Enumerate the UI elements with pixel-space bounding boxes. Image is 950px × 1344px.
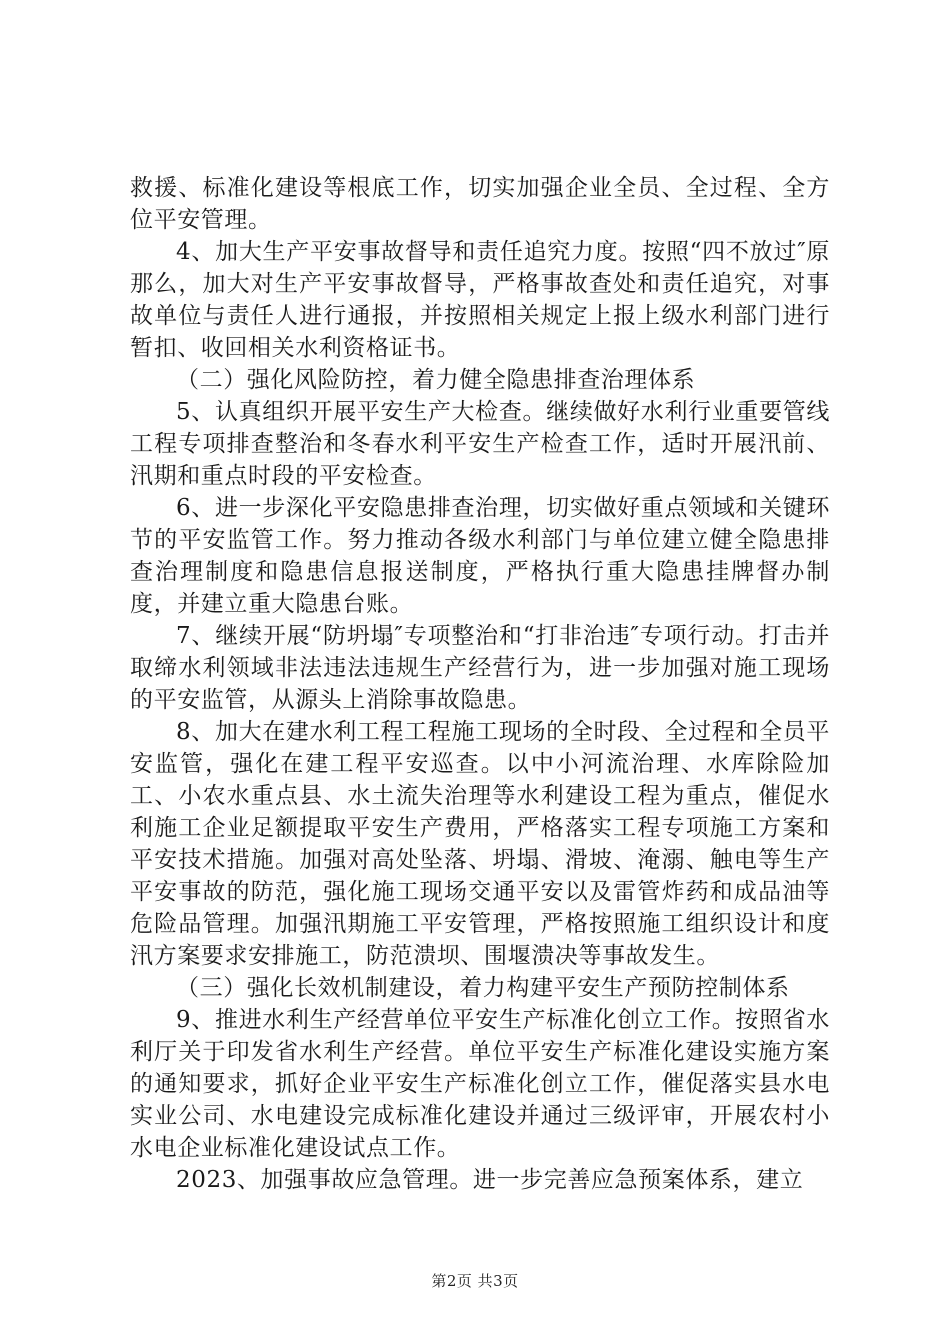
paragraph-item-6: 6、进一步深化平安隐患排查治理，切实做好重点领域和关键环节的平安监管工作。努力推动各级水利部门与单位建立健全隐患排查治理制度和隐患信息报送制度，严格执行重大隐患挂牌督办制度，并建立重大隐患台账。 <box>130 495 830 617</box>
page-footer <box>0 1270 950 1291</box>
section-heading-2: （二）强化风险防控，着力健全隐患排查治理体系 <box>176 367 696 393</box>
paragraph-item-9: 9、推进水利生产经营单位平安生产标准化创立工作。按照省水利厅关于印发省水利生产经营。单位平安生产标准化建设实施方案的通知要求，抓好企业平安生产标准化创立工作，催促落实县水电实业公司、水电建设完成标准化建设并通过三级评审，开展农村小水电企业标准化建设试点工作。 <box>130 1007 830 1161</box>
paragraph-item-5: 5、认真组织开展平安生产大检查。继续做好水利行业重要管线工程专项排查整治和冬春水利平安生产检查工作，适时开展汛前、汛期和重点时段的平安检查。 <box>130 399 830 489</box>
paragraph-item-10: 2023、加强事故应急管理。进一步完善应急预案体系，建立 <box>176 1167 804 1193</box>
document-body <box>130 172 830 1196</box>
paragraph-item-4: 4、加大生产平安事故督导和责任追究力度。按照“四不放过″原那么，加大对生产平安事故督导，严格事故查处和责任追究，对事故单位与责任人进行通报，并按照相关规定上报上级水利部门进行暂扣、收回相关水利资格证书。 <box>130 239 830 361</box>
page-number-label: 第2页 共3页 <box>431 1272 519 1290</box>
section-heading-3: （三）强化长效机制建设，着力构建平安生产预防控制体系 <box>176 975 790 1001</box>
paragraph-continuation: 救援、标准化建设等根底工作，切实加强企业全员、全过程、全方位平安管理。 <box>130 175 830 233</box>
paragraph-item-8: 8、加大在建水利工程工程施工现场的全时段、全过程和全员平安监管，强化在建工程平安巡查。以中小河流治理、水库除险加工、小农水重点县、水土流失治理等水利建设工程为重点，催促水利施工企业足额提取平安生产费用，严格落实工程专项施工方案和平安技术措施。加强对高处坠落、坍塌、滑坡、淹溺、触电等生产平安事故的防范，强化施工现场交通平安以及雷管炸药和成品油等危险品管理。加强汛期施工平安管理，严格按照施工组织设计和度汛方案要求安排施工，防范溃坝、围堰溃决等事故发生。 <box>130 719 830 969</box>
paragraph-item-7: 7、继续开展“防坍塌″专项整治和“打非治违″专项行动。打击并取缔水利领域非法违法违规生产经营行为，进一步加强对施工现场的平安监管，从源头上消除事故隐患。 <box>130 623 830 713</box>
